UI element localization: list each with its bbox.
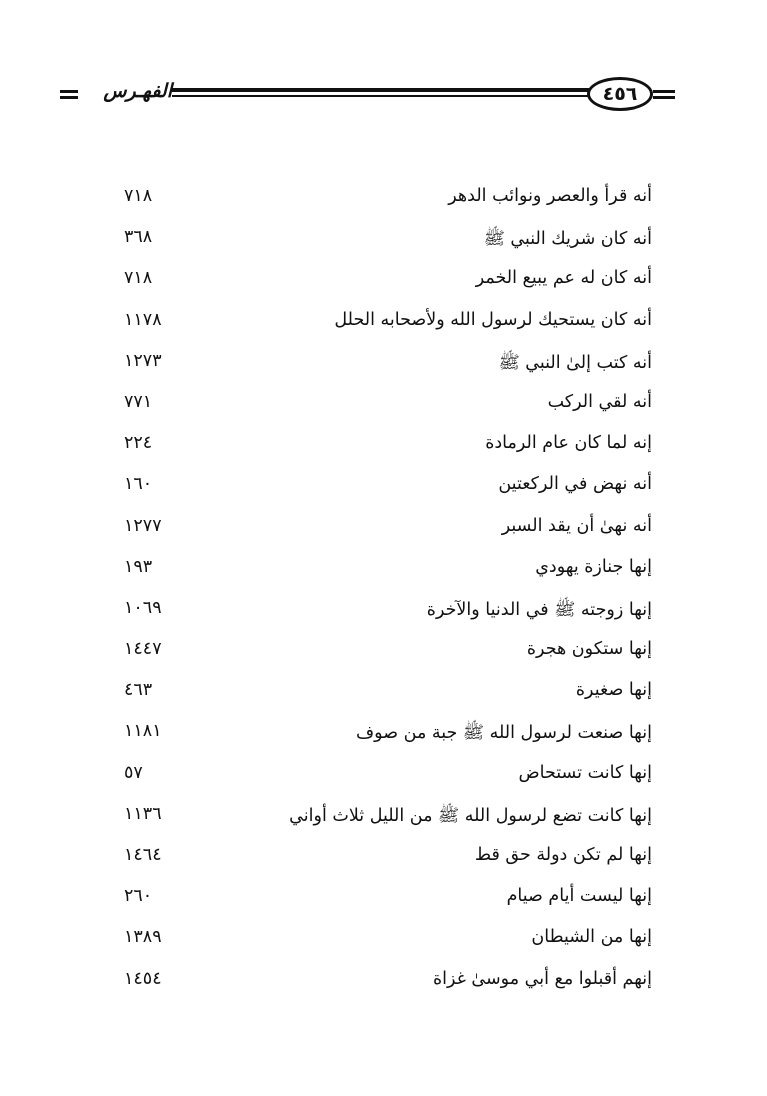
entry-text: أنه كان شريك النبي ﷺ: [483, 229, 652, 250]
entry-text: إنها صغيرة: [575, 680, 652, 701]
entry-text: أنه لقي الركب: [547, 391, 652, 412]
index-entry: [100, 388, 652, 429]
index-entry: [100, 759, 652, 800]
header-rule: [172, 88, 589, 100]
entry-page-number: ١١٧٨: [124, 309, 162, 330]
header-ornament-right: [653, 89, 675, 101]
index-entry: [100, 965, 652, 1006]
index-entry: [100, 512, 652, 553]
entry-page-number: ١١٣٦: [124, 803, 162, 824]
index-entry: [100, 306, 652, 347]
entry-page-number: ٣٦٨: [124, 227, 153, 248]
index-entry: [100, 594, 652, 635]
entry-text: أنه كان له عم يبيع الخمر: [475, 268, 652, 289]
entry-text: أنه كان يستحيك لرسول الله ولأصحابه الحلل: [334, 309, 652, 330]
index-entry: [100, 347, 652, 388]
entry-page-number: ٧١٨: [124, 186, 153, 206]
entry-page-number: ١٤٦٤: [124, 845, 162, 865]
entry-page-number: ٢٢٤: [124, 433, 153, 454]
entry-page-number: ٧٧١: [124, 391, 153, 412]
entry-text: إنها صنعت لرسول الله ﷺ جبة من صوف: [356, 723, 652, 744]
entry-text: إنها ليست أيام صيام: [506, 886, 652, 907]
index-entry: [100, 800, 652, 841]
header-ornament-left: [60, 89, 78, 101]
entry-page-number: ١٣٨٩: [124, 927, 162, 948]
index-entry: [100, 264, 652, 305]
entry-text: أنه قرأ والعصر ونوائب الدهر: [448, 186, 652, 206]
index-entry: [100, 841, 652, 882]
entry-text: إنها ستكون هجرة: [526, 639, 652, 660]
entry-text: إنها جنازة يهودي: [535, 556, 652, 577]
index-entry: [100, 923, 652, 964]
index-entry: [100, 182, 652, 223]
entry-text: إنها لم تكن دولة حق قط: [474, 845, 652, 865]
entry-text: إنه لما كان عام الرمادة: [485, 433, 652, 454]
entry-page-number: ١٦٠: [124, 474, 153, 495]
entry-page-number: ٤٦٣: [124, 680, 153, 701]
entry-page-number: ١١٨١: [124, 721, 162, 742]
entry-page-number: ١٠٦٩: [124, 597, 162, 618]
page-number: ٤٥٦: [587, 77, 653, 111]
entry-page-number: ١٤٤٧: [124, 639, 162, 660]
entry-text: إنها زوجته ﷺ في الدنيا والآخرة: [426, 599, 652, 620]
entry-text: إنها كانت تستحاض: [518, 762, 652, 783]
entry-page-number: ٥٧: [124, 762, 143, 783]
index-entry: [100, 223, 652, 264]
entry-page-number: ١٢٧٣: [124, 350, 162, 371]
entry-text: إنها من الشيطان: [531, 927, 652, 948]
index-entry: [100, 717, 652, 758]
index-entry: [100, 553, 652, 594]
index-entry: [100, 635, 652, 676]
page-header: [60, 74, 675, 116]
entry-page-number: ١٩٣: [124, 556, 153, 577]
entry-text: إنها كانت تضع لرسول الله ﷺ من الليل ثلاث أواني: [289, 805, 652, 826]
running-title: الفهـرس: [103, 80, 172, 102]
entry-page-number: ٧١٨: [124, 268, 153, 289]
entry-page-number: ٢٦٠: [124, 886, 153, 907]
entry-text: أنه كتب إلىٰ النبي ﷺ: [498, 352, 652, 373]
entry-text: أنه نهىٰ أن يقد السبر: [501, 515, 652, 536]
index-entry: [100, 882, 652, 923]
index-entry: [100, 429, 652, 470]
entry-page-number: ١٢٧٧: [124, 515, 162, 536]
entry-text: إنهم أقبلوا مع أبي موسىٰ غزاة: [433, 968, 652, 989]
index-entry: [100, 676, 652, 717]
entry-text: أنه نهض في الركعتين: [498, 474, 652, 495]
entry-page-number: ١٤٥٤: [124, 968, 162, 989]
index-entry: [100, 470, 652, 511]
index-list: [100, 182, 652, 1006]
